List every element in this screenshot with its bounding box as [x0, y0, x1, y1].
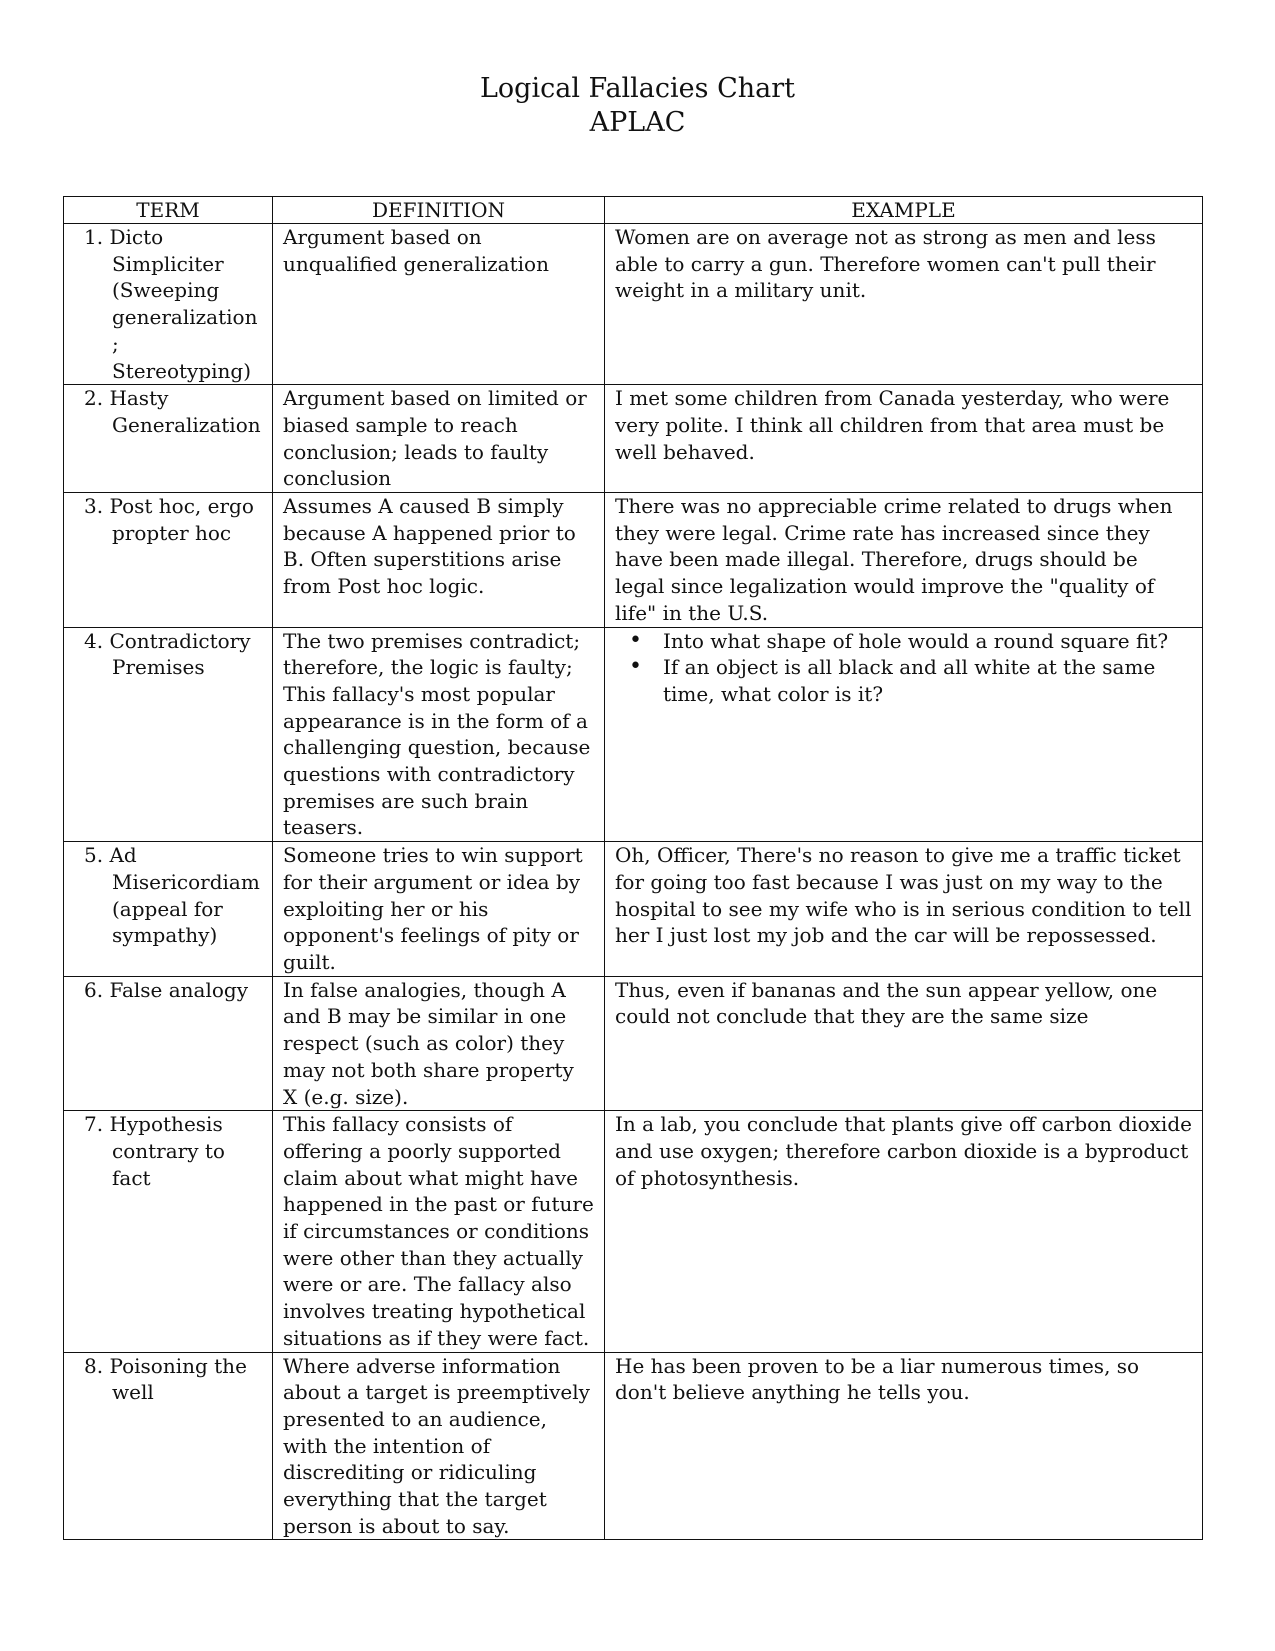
table-row — [64, 224, 1203, 385]
definition-cell: Someone tries to win support for their argument or idea by exploiting her or his opponent's feelings of pity or guilt. — [273, 842, 605, 977]
example-cell: Oh, Officer, There's no reason to give me a traffic ticket for going too fast because I was just on my way to the hospital to see my wife who is in serious condition to tell her I just lost my job and the car will be repossessed. — [605, 842, 1203, 977]
definition-cell: This fallacy consists of offering a poorly supported claim about what might have happened in the past or future if circumstances or conditions were other than they actually were or are. The fallacy also involves treating hypothetical situations as if they were fact. — [273, 1111, 605, 1352]
example-cell: Thus, even if bananas and the sun appear yellow, one could not conclude that they are the same size — [605, 976, 1203, 1111]
page-title: Logical Fallacies Chart — [480, 73, 795, 104]
term-text: 2. Hasty Generalization — [84, 386, 261, 437]
table-row — [64, 842, 1203, 977]
example-cell: There was no appreciable crime related to drugs when they were legal. Crime rate has increased since they have been made illegal. Therefore, drugs should be legal since legalization would improve the "quality of life" in the U.S. — [605, 493, 1203, 628]
column-header-definition: DEFINITION — [273, 197, 605, 224]
table-row — [64, 385, 1203, 493]
term-text: 7. Hypothesis contrary to fact — [84, 1112, 225, 1190]
column-header-example: EXAMPLE — [605, 197, 1203, 224]
table-row — [64, 1352, 1203, 1540]
term-cell — [64, 224, 273, 385]
example-cell: In a lab, you conclude that plants give off carbon dioxide and use oxygen; therefore carbon dioxide is a byproduct of photosynthesis. — [605, 1111, 1203, 1352]
definition-cell: In false analogies, though A and B may be similar in one respect (such as color) they may not both share property X (e.g. size). — [273, 976, 605, 1111]
term-text: 3. Post hoc, ergo propter hoc — [84, 494, 254, 545]
term-cell — [64, 627, 273, 842]
definition-cell: Argument based on limited or biased sample to reach conclusion; leads to faulty conclusion — [273, 385, 605, 493]
table-row — [64, 493, 1203, 628]
term-cell — [64, 842, 273, 977]
term-text: 4. Contradictory Premises — [84, 628, 251, 680]
page-header — [0, 72, 1275, 140]
term-cell — [64, 1352, 273, 1540]
term-text: 6. False analogy — [84, 977, 249, 1002]
list-item: • Into what shape of hole would a round square fit? — [615, 628, 1192, 655]
term-cell — [64, 1111, 273, 1352]
definition-cell: Assumes A caused B simply because A happened prior to B. Often superstitions arise from Post hoc logic. — [273, 493, 605, 628]
example-cell — [605, 627, 1203, 842]
term-cell — [64, 385, 273, 493]
page-subtitle: APLAC — [589, 107, 686, 138]
list-item: • If an object is all black and all white at the same time, what color is it? — [615, 654, 1192, 707]
column-header-term: TERM — [64, 197, 273, 224]
definition-cell: Where adverse information about a target is preemptively presented to an audience, with the intention of discrediting or ridiculing everything that the target person is about to say. — [273, 1352, 605, 1540]
example-bullet-list — [615, 628, 1192, 708]
table-row — [64, 627, 1203, 842]
definition-cell: Argument based on unqualified generalization — [273, 224, 605, 385]
term-text: 1. Dicto Simpliciter (Sweeping generalization; Stereotyping) — [84, 225, 258, 383]
example-cell: I met some children from Canada yesterday, who were very polite. I think all children from that area must be well behaved. — [605, 385, 1203, 493]
fallacies-table — [63, 196, 1203, 1540]
term-cell — [64, 493, 273, 628]
example-cell: He has been proven to be a liar numerous times, so don't believe anything he tells you. — [605, 1352, 1203, 1540]
term-text: 8. Poisoning the well — [84, 1353, 247, 1405]
term-text: 5. Ad Misericordiam (appeal for sympathy) — [84, 843, 260, 948]
table-row — [64, 976, 1203, 1111]
table-header-row — [64, 197, 1203, 224]
table-row — [64, 1111, 1203, 1352]
term-cell — [64, 976, 273, 1111]
definition-cell: The two premises contradict; therefore, the logic is faulty; This fallacy's most popular appearance is in the form of a challenging question, because questions with contradictory premises are such brain teasers. — [273, 627, 605, 842]
example-cell: Women are on average not as strong as men and less able to carry a gun. Therefore women can't pull their weight in a military unit. — [605, 224, 1203, 385]
